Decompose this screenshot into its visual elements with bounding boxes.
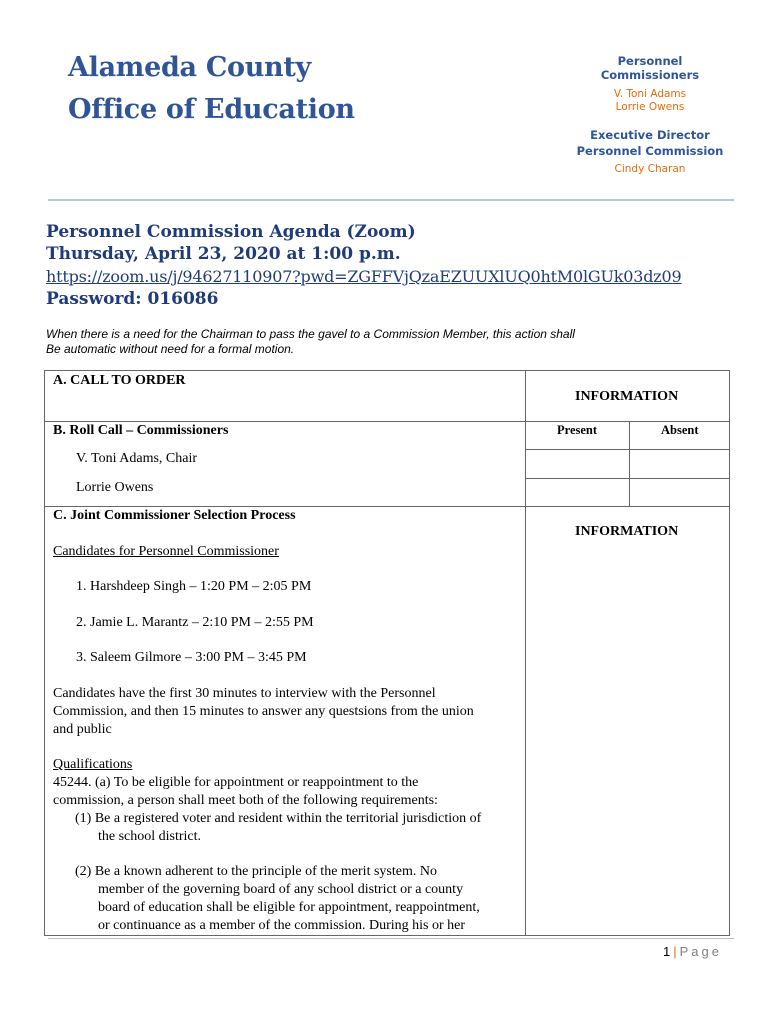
page-number: 1 xyxy=(663,944,671,959)
row-divider-a-b xyxy=(45,421,729,422)
agenda-title: Personnel Commission Agenda (Zoom) xyxy=(46,222,416,242)
commissioner-1: V. Toni Adams xyxy=(613,88,687,100)
exec-heading-1: Executive Director xyxy=(590,128,710,142)
requirement-2a: (2) Be a known adherent to the principle of the merit system. No xyxy=(75,864,437,879)
page-footer xyxy=(663,944,722,959)
qualifications-heading: Qualifications xyxy=(53,757,133,772)
gavel-note-line1: When there is a need for the Chairman to pass the gavel to a Commission Member, this action shall xyxy=(46,327,575,341)
qualifications-line2: commission, a person shall meet both of the following requirements: xyxy=(53,793,438,808)
candidates-heading: Candidates for Personnel Commissioner xyxy=(53,544,279,559)
org-name-line1: Alameda County xyxy=(68,52,311,83)
candidate-2: 2. Jamie L. Marantz – 2:10 PM – 2:55 PM xyxy=(76,615,314,630)
page-word: Page xyxy=(679,944,722,959)
requirement-2c: board of education shall be eligible for appointment, reappointment, xyxy=(98,900,480,915)
interview-para-2: Commission, and then 15 minutes to answer any questsions from the union xyxy=(53,704,474,719)
requirement-2b: member of the governing board of any school district or a county xyxy=(98,882,464,897)
header-divider xyxy=(48,199,734,201)
exec-name: Cindy Charan xyxy=(614,163,686,175)
commissioner-2: Lorrie Owens xyxy=(615,101,685,113)
page-separator: | xyxy=(673,944,677,959)
personnel-heading-1: Personnel xyxy=(617,54,683,68)
gavel-note-line2: Be automatic without need for a formal motion. xyxy=(46,342,295,356)
row-divider-b-c xyxy=(45,506,729,507)
interview-para-3: and public xyxy=(53,722,112,737)
interview-para-1: Candidates have the first 30 minutes to interview with the Personnel xyxy=(53,686,436,701)
present-header-divider xyxy=(525,449,729,450)
candidate-1: 1. Harshdeep Singh – 1:20 PM – 2:05 PM xyxy=(76,579,312,594)
roll-member-1: V. Toni Adams, Chair xyxy=(76,451,198,466)
item-b-label: B. Roll Call – Commissioners xyxy=(53,423,229,438)
absent-header: Absent xyxy=(661,423,699,437)
present-absent-divider xyxy=(629,421,630,506)
roll-member-2: Lorrie Owens xyxy=(76,480,154,495)
candidate-3: 3. Saleem Gilmore – 3:00 PM – 3:45 PM xyxy=(76,650,307,665)
item-a-label: A. CALL TO ORDER xyxy=(53,373,186,388)
org-name-line2: Office of Education xyxy=(68,94,355,125)
personnel-heading-2: Commissioners xyxy=(600,68,700,82)
zoom-link[interactable]: https://zoom.us/j/94627110907?pwd=ZGFFVjQzaEZUUXlUQ0htM0lGUk03dz09 xyxy=(46,267,682,286)
column-divider xyxy=(525,371,526,935)
exec-heading-2: Personnel Commission xyxy=(576,144,724,158)
item-c-info: INFORMATION xyxy=(575,524,679,539)
present-header: Present xyxy=(557,423,598,437)
agenda-table xyxy=(44,370,730,936)
zoom-password: Password: 016086 xyxy=(46,289,219,309)
item-a-info: INFORMATION xyxy=(575,389,679,404)
footer-divider xyxy=(48,938,734,939)
requirement-2d: or continuance as a member of the commission. During his or her xyxy=(98,918,466,933)
agenda-date: Thursday, April 23, 2020 at 1:00 p.m. xyxy=(46,244,401,264)
qualifications-line1: 45244. (a) To be eligible for appointment or reappointment to the xyxy=(53,775,419,790)
requirement-1b: the school district. xyxy=(98,829,202,844)
member-row-divider xyxy=(525,478,729,479)
item-c-label: C. Joint Commissioner Selection Process xyxy=(53,508,296,523)
requirement-1a: (1) Be a registered voter and resident within the territorial jurisdiction of xyxy=(75,811,482,826)
